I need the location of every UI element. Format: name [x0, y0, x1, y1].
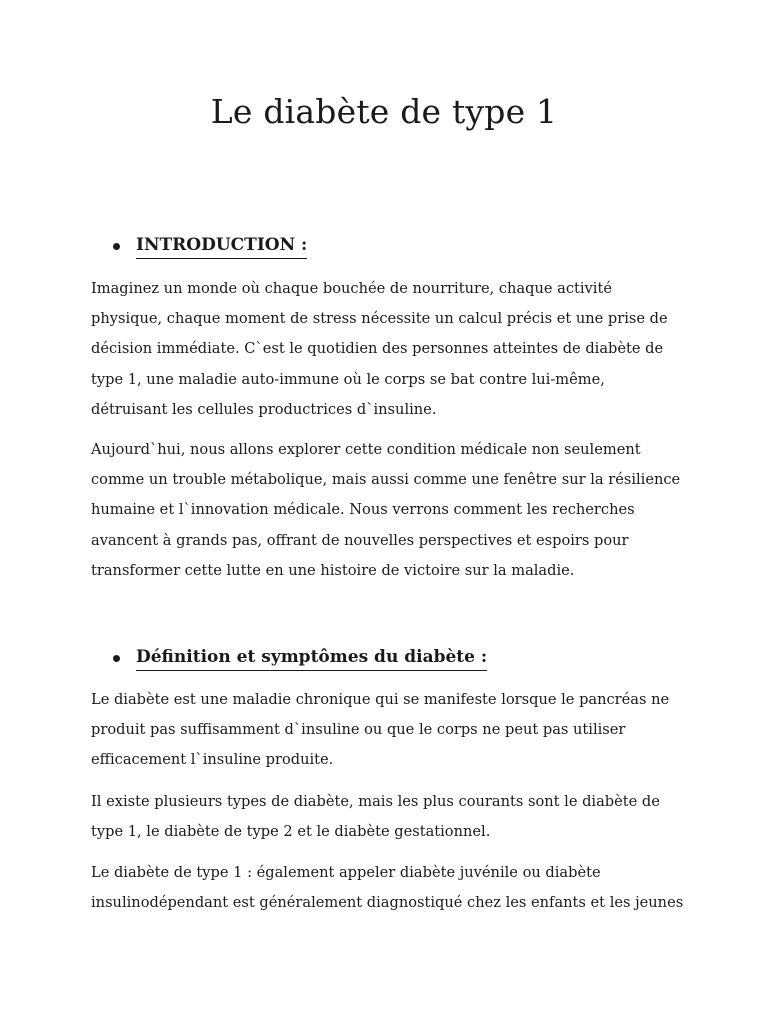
- text-line: décision immédiate. C`est le quotidien des personnes atteintes de diabète de: [91, 340, 664, 358]
- text-line: Il existe plusieurs types de diabète, mais les plus courants sont le diabète de: [91, 793, 660, 810]
- text-line: Le diabète est une maladie chronique qui se manifeste lorsque le pancréas ne: [91, 691, 670, 708]
- text-line: humaine et l`innovation médicale. Nous verrons comment les recherches: [91, 501, 635, 519]
- text-line: efficacement l`insuline produite.: [91, 751, 334, 769]
- definition-paragraph-3: [91, 858, 684, 918]
- text-line: transformer cette lutte en une histoire de victoire sur la maladie.: [91, 561, 575, 579]
- text-line: comme un trouble métabolique, mais aussi comme une fenêtre sur la résilience: [91, 471, 681, 489]
- text-line: type 1, le diabète de type 2 et le diabète gestationnel.: [91, 823, 491, 841]
- definition-paragraph-1: [91, 685, 681, 776]
- definition-paragraph-2: [91, 787, 681, 847]
- bullet-icon: [113, 243, 120, 250]
- text-line: type 1, une maladie auto-immune où le corps se bat contre lui-même,: [91, 370, 605, 388]
- text-line: Aujourd`hui, nous allons explorer cette condition médicale non seulement: [91, 441, 641, 458]
- section-heading-introduction: [113, 233, 307, 259]
- bullet-icon: [113, 655, 120, 662]
- section-heading-definition: [113, 645, 487, 671]
- text-line: physique, chaque moment de stress nécessite un calcul précis et une prise de: [91, 310, 668, 328]
- text-line: Imaginez un monde où chaque bouchée de nourriture, chaque activité: [91, 280, 612, 297]
- document-title: Le diabète de type 1: [210, 92, 558, 131]
- text-line: insulinodépendant est généralement diagnostiqué chez les enfants et les jeunes: [91, 894, 684, 912]
- text-line: produit pas suffisamment d`insuline ou que le corps ne peut pas utiliser: [91, 721, 626, 739]
- intro-paragraph-2: [91, 435, 681, 586]
- text-line: Le diabète de type 1 : également appeler diabète juvénile ou diabète: [91, 864, 601, 881]
- section-heading-text: Définition et symptômes du diabète :: [136, 645, 487, 671]
- section-heading-text: INTRODUCTION :: [136, 233, 307, 259]
- text-line: avancent à grands pas, offrant de nouvelles perspectives et espoirs pour: [91, 531, 629, 549]
- text-line: détruisant les cellules productrices d`insuline.: [91, 400, 437, 418]
- intro-paragraph-1: [91, 274, 681, 425]
